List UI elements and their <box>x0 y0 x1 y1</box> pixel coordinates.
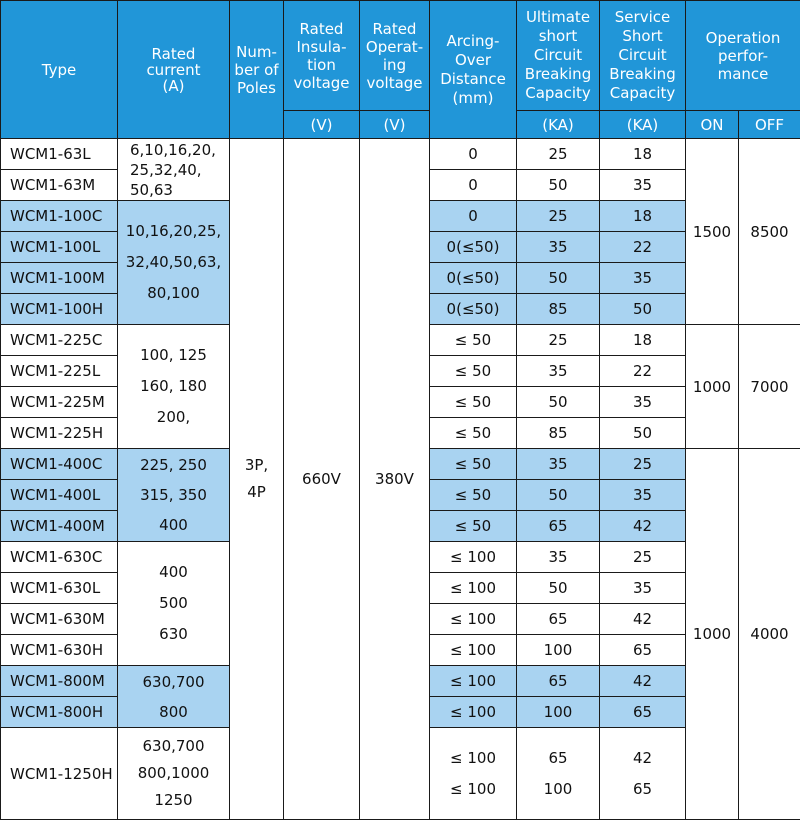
type-cell: WCM1-400M <box>1 511 118 542</box>
ultimate-cell: 35 <box>517 232 600 263</box>
insulation-cell: 660V <box>284 139 360 820</box>
header-arcing: Arcing- Over Distance (mm) <box>430 1 517 139</box>
header-operation: Operation perfor- mance <box>686 1 800 111</box>
service-cell: 35 <box>600 573 686 604</box>
ultimate-value: 100 <box>517 774 599 805</box>
type-cell: WCM1-630M <box>1 604 118 635</box>
ultimate-cell: 35 <box>517 449 600 480</box>
service-cell: 65 <box>600 635 686 666</box>
service-value: 65 <box>600 774 685 805</box>
type-cell: WCM1-225M <box>1 387 118 418</box>
ultimate-cell: 35 <box>517 542 600 573</box>
ultimate-cell: 50 <box>517 573 600 604</box>
type-cell: WCM1-100L <box>1 232 118 263</box>
arc-cell: ≤ 50 <box>430 449 517 480</box>
arc-cell: ≤ 50 <box>430 511 517 542</box>
ultimate-cell: 65 <box>517 666 600 697</box>
ultimate-cell: 35 <box>517 356 600 387</box>
header-insulation-unit: (V) <box>284 111 360 139</box>
arc-cell: ≤ 50 <box>430 418 517 449</box>
type-cell: WCM1-630C <box>1 542 118 573</box>
service-cell: 50 <box>600 418 686 449</box>
arc-value: ≤ 100 <box>430 743 516 774</box>
type-cell: WCM1-225L <box>1 356 118 387</box>
operating-cell: 380V <box>360 139 430 820</box>
type-cell: WCM1-225H <box>1 418 118 449</box>
header-poles: Num- ber of Poles <box>230 1 284 139</box>
type-cell: WCM1-100C <box>1 201 118 232</box>
current-cell: 400 500 630 <box>118 542 230 666</box>
arc-cell: 0 <box>430 170 517 201</box>
off-cell: 8500 <box>739 139 800 325</box>
ultimate-cell <box>517 728 600 820</box>
arc-cell: 0 <box>430 139 517 170</box>
arc-cell: 0(≤50) <box>430 263 517 294</box>
service-cell: 18 <box>600 325 686 356</box>
header-service: Service Short Circuit Breaking Capacity <box>600 1 686 111</box>
poles-cell: 3P, 4P <box>230 139 284 820</box>
ultimate-cell: 50 <box>517 387 600 418</box>
arc-cell: ≤ 100 <box>430 666 517 697</box>
arc-cell: 0(≤50) <box>430 232 517 263</box>
type-cell: WCM1-630H <box>1 635 118 666</box>
service-cell: 42 <box>600 511 686 542</box>
ultimate-cell: 50 <box>517 480 600 511</box>
header-on: ON <box>686 111 739 139</box>
type-cell: WCM1-225C <box>1 325 118 356</box>
off-cell: 4000 <box>739 449 800 820</box>
arc-cell: 0(≤50) <box>430 294 517 325</box>
ultimate-cell: 25 <box>517 201 600 232</box>
service-cell: 50 <box>600 294 686 325</box>
current-cell <box>118 728 230 820</box>
service-cell <box>600 728 686 820</box>
arc-cell: ≤ 100 <box>430 697 517 728</box>
type-cell: WCM1-1250H <box>1 728 118 820</box>
off-cell: 7000 <box>739 325 800 449</box>
service-cell: 42 <box>600 666 686 697</box>
arc-cell: ≤ 100 <box>430 573 517 604</box>
current-cell: 630,700 800 <box>118 666 230 728</box>
service-cell: 35 <box>600 170 686 201</box>
type-cell: WCM1-63M <box>1 170 118 201</box>
arc-cell: ≤ 50 <box>430 387 517 418</box>
ultimate-cell: 65 <box>517 511 600 542</box>
service-cell: 25 <box>600 542 686 573</box>
type-cell: WCM1-400L <box>1 480 118 511</box>
header-type: Type <box>1 1 118 139</box>
arc-cell: ≤ 50 <box>430 480 517 511</box>
arc-cell: ≤ 100 <box>430 542 517 573</box>
service-cell: 18 <box>600 139 686 170</box>
ultimate-cell: 25 <box>517 139 600 170</box>
current-value: 1250 <box>118 787 229 814</box>
ultimate-cell: 25 <box>517 325 600 356</box>
header-off: OFF <box>739 111 800 139</box>
ultimate-cell: 100 <box>517 697 600 728</box>
arc-cell: ≤ 100 <box>430 604 517 635</box>
type-cell: WCM1-100H <box>1 294 118 325</box>
ultimate-cell: 100 <box>517 635 600 666</box>
service-cell: 18 <box>600 201 686 232</box>
arc-cell: ≤ 50 <box>430 325 517 356</box>
service-cell: 35 <box>600 387 686 418</box>
type-cell: WCM1-100M <box>1 263 118 294</box>
header-rated-current: Rated current (A) <box>118 1 230 139</box>
service-cell: 35 <box>600 480 686 511</box>
type-cell: WCM1-800M <box>1 666 118 697</box>
current-cell: 100, 125 160, 180 200, <box>118 325 230 449</box>
current-value: 800,1000 <box>118 760 229 787</box>
service-cell: 35 <box>600 263 686 294</box>
current-cell: 6,10,16,20, 25,32,40, 50,63 <box>118 139 230 201</box>
service-cell: 22 <box>600 356 686 387</box>
on-cell: 1000 <box>686 449 739 820</box>
current-cell: 10,16,20,25, 32,40,50,63, 80,100 <box>118 201 230 325</box>
table-row <box>1 139 800 170</box>
arc-cell: ≤ 100 <box>430 635 517 666</box>
ultimate-value: 65 <box>517 743 599 774</box>
type-cell: WCM1-400C <box>1 449 118 480</box>
ultimate-cell: 50 <box>517 263 600 294</box>
arc-cell <box>430 728 517 820</box>
current-cell: 225, 250 315, 350 400 <box>118 449 230 542</box>
service-value: 42 <box>600 743 685 774</box>
type-cell: WCM1-800H <box>1 697 118 728</box>
service-cell: 42 <box>600 604 686 635</box>
current-value: 630,700 <box>118 733 229 760</box>
arc-cell: 0 <box>430 201 517 232</box>
service-cell: 65 <box>600 697 686 728</box>
arc-cell: ≤ 50 <box>430 356 517 387</box>
ultimate-cell: 85 <box>517 418 600 449</box>
ultimate-cell: 85 <box>517 294 600 325</box>
type-cell: WCM1-63L <box>1 139 118 170</box>
arc-value: ≤ 100 <box>430 774 516 805</box>
header-operating-unit: (V) <box>360 111 430 139</box>
header-insulation: Rated Insula- tion voltage <box>284 1 360 111</box>
on-cell: 1500 <box>686 139 739 325</box>
ultimate-cell: 50 <box>517 170 600 201</box>
header-ultimate-unit: (KA) <box>517 111 600 139</box>
ultimate-cell: 65 <box>517 604 600 635</box>
header-operating: Rated Operat- ing voltage <box>360 1 430 111</box>
header-ultimate: Ultimate short Circuit Breaking Capacity <box>517 1 600 111</box>
on-cell: 1000 <box>686 325 739 449</box>
service-cell: 25 <box>600 449 686 480</box>
header-service-unit: (KA) <box>600 111 686 139</box>
type-cell: WCM1-630L <box>1 573 118 604</box>
service-cell: 22 <box>600 232 686 263</box>
